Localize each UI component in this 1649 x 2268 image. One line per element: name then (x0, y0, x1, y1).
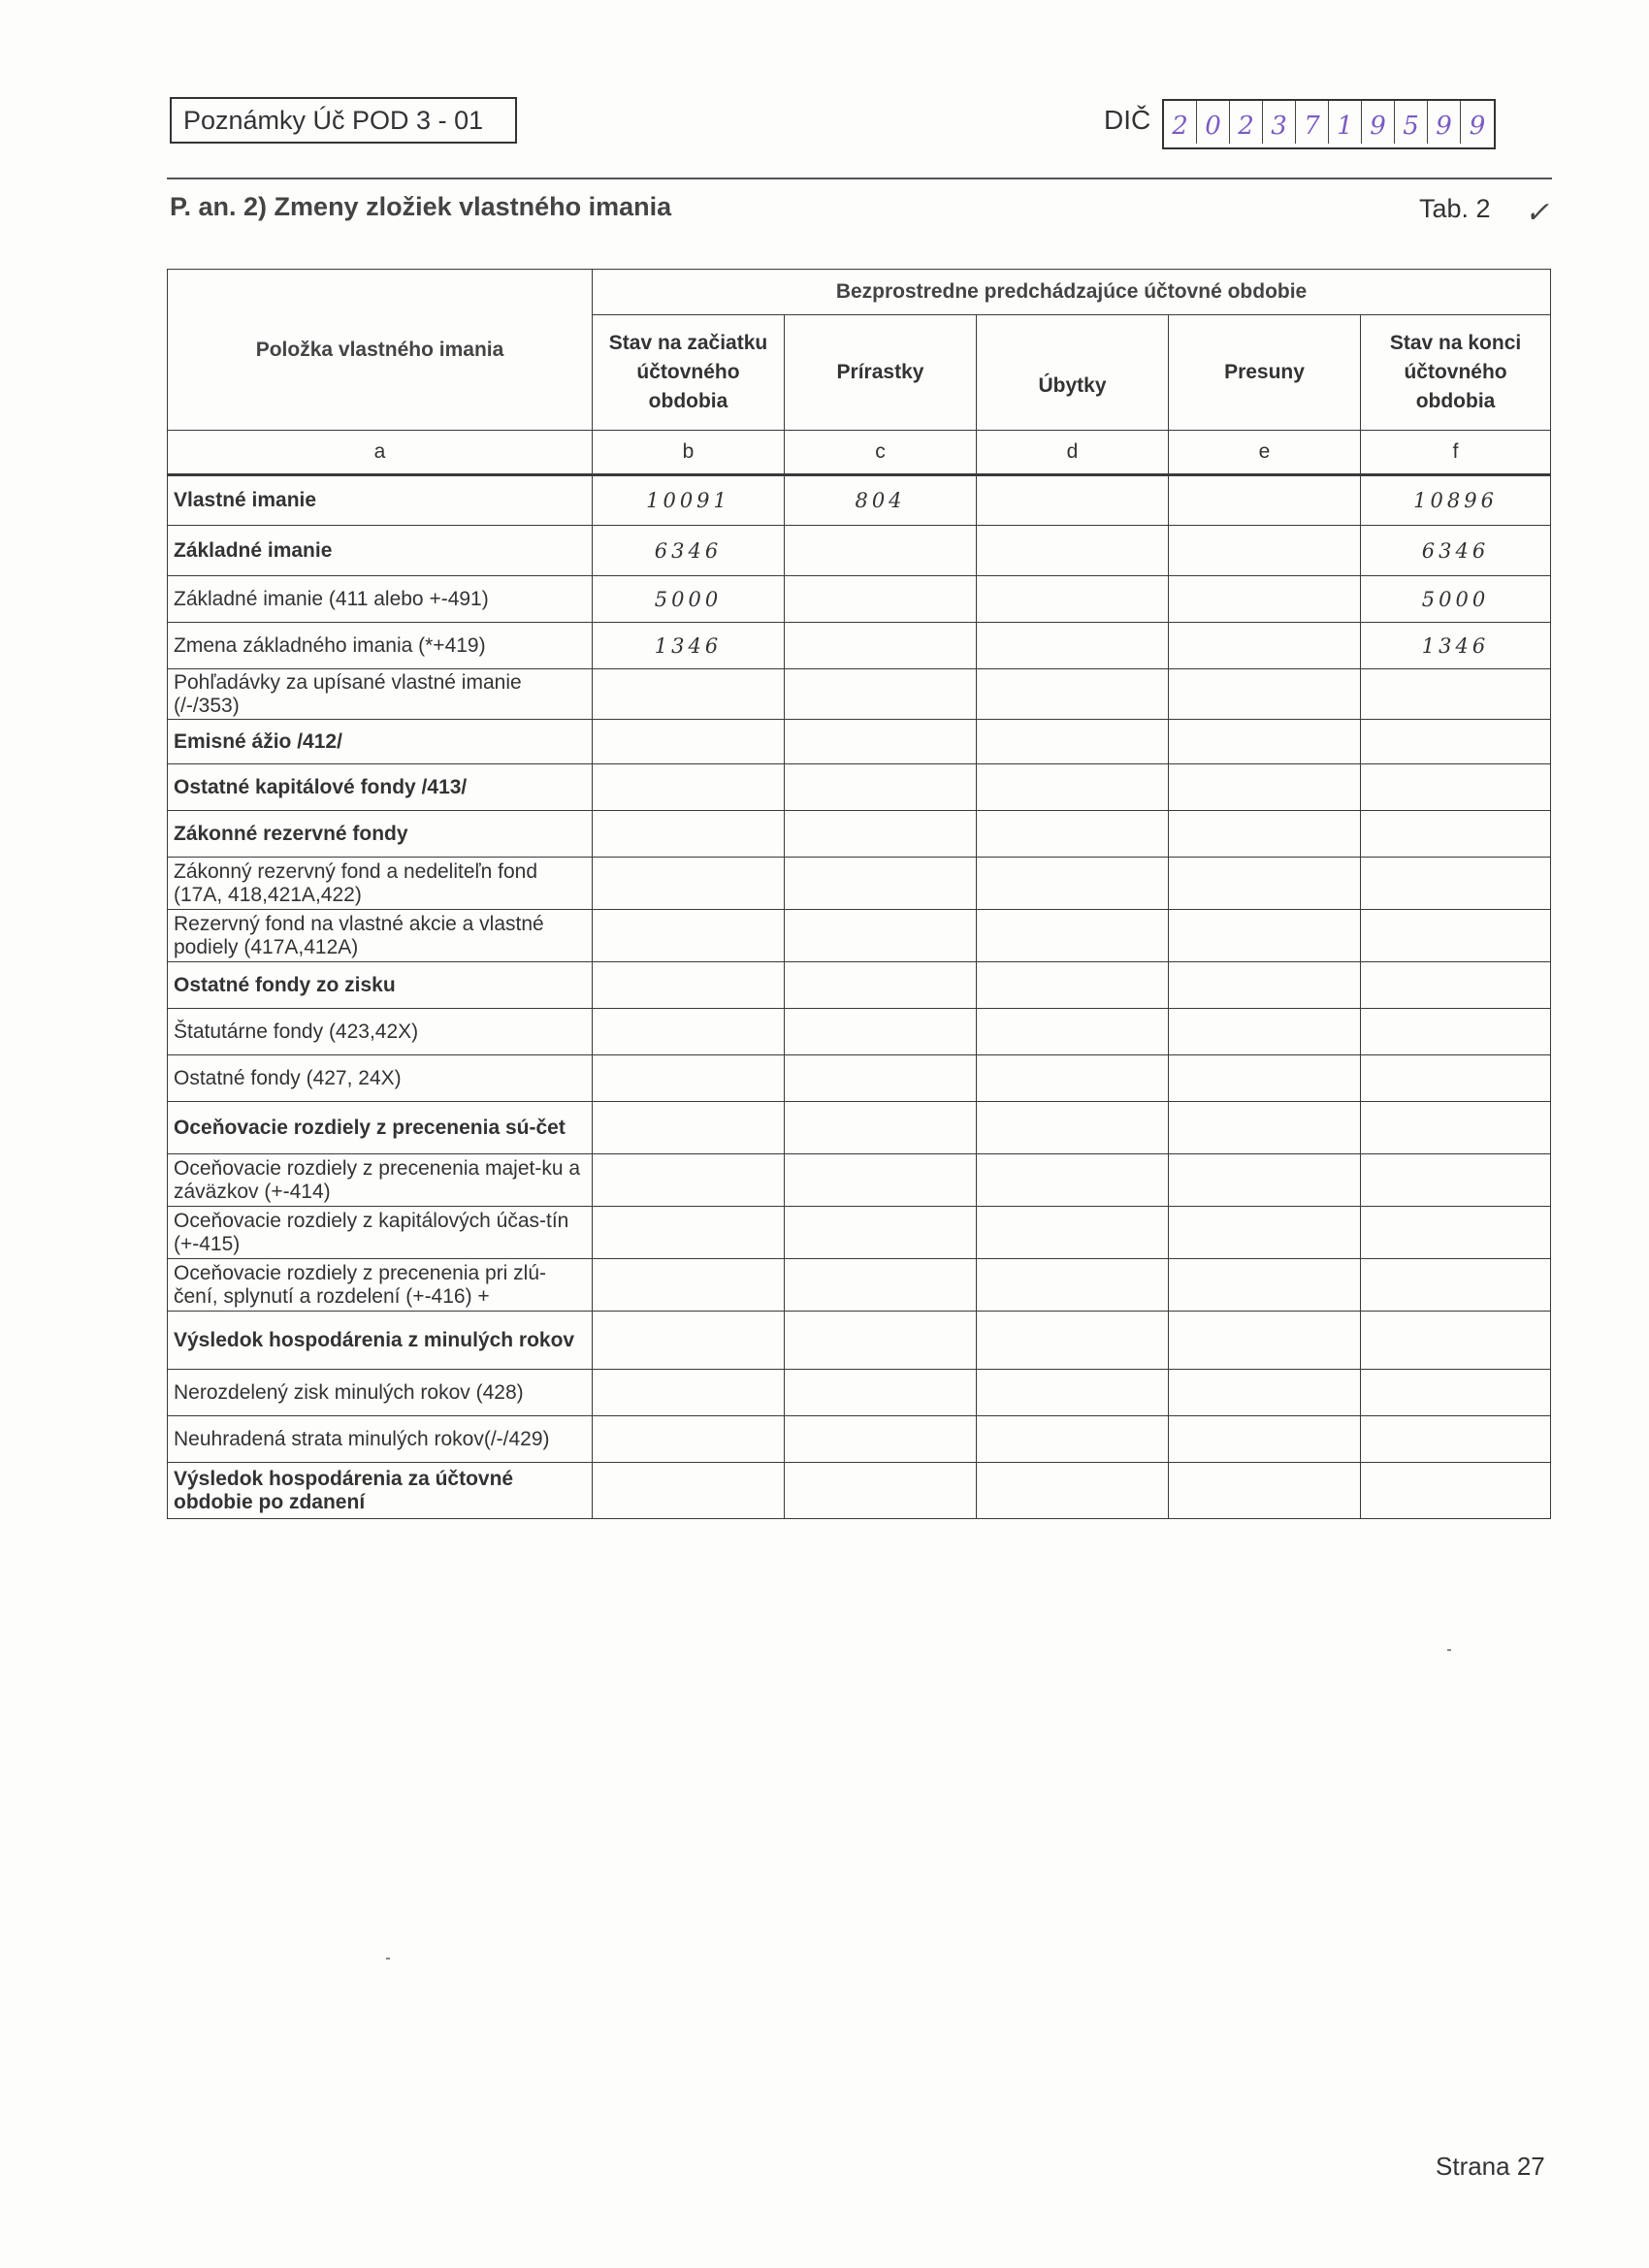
cell-e[interactable] (1169, 1463, 1361, 1519)
column-letter: c (785, 431, 977, 475)
column-header-transfers: Presuny (1169, 315, 1361, 431)
cell-d[interactable] (977, 1312, 1169, 1370)
cell-c[interactable]: 804 (785, 475, 977, 526)
cell-c[interactable] (785, 669, 977, 720)
cell-b[interactable] (593, 720, 785, 764)
cell-b[interactable] (593, 1259, 785, 1312)
dic-digit-box: 5 (1395, 101, 1428, 144)
row-label: Výsledok hospodárenia z minulých rokov (168, 1312, 593, 1370)
cell-d[interactable] (977, 1259, 1169, 1312)
cell-f[interactable] (1361, 858, 1551, 910)
row-label: Výsledok hospodárenia za účtovné obdobie po zdanení (168, 1463, 593, 1519)
table-row (168, 764, 1551, 811)
table-row (168, 811, 1551, 858)
cell-f[interactable] (1361, 1207, 1551, 1259)
tab-label: Tab. 2 (1419, 194, 1491, 223)
cell-f[interactable] (1361, 720, 1551, 764)
table-row (168, 858, 1551, 910)
cell-e[interactable] (1169, 1102, 1361, 1154)
cell-f[interactable] (1361, 1154, 1551, 1207)
table-row (168, 1370, 1551, 1416)
cell-b[interactable] (593, 669, 785, 720)
row-label: Štatutárne fondy (423,42X) (168, 1009, 593, 1055)
column-letter: a (168, 431, 593, 475)
row-label: Ostatné fondy (427, 24X) (168, 1055, 593, 1102)
cell-b[interactable]: 10091 (593, 475, 785, 526)
row-label: Zákonné rezervné fondy (168, 811, 593, 858)
dic-digit-box: 9 (1428, 101, 1461, 144)
cell-b[interactable] (593, 1312, 785, 1370)
cell-c[interactable] (785, 1312, 977, 1370)
cell-b[interactable] (593, 1370, 785, 1416)
cell-f[interactable] (1361, 1463, 1551, 1519)
cell-e[interactable] (1169, 962, 1361, 1009)
cell-f[interactable] (1361, 669, 1551, 720)
row-label: Zmena základného imania (*+419) (168, 623, 593, 669)
cell-e[interactable] (1169, 1154, 1361, 1207)
cell-d[interactable] (977, 623, 1169, 669)
cell-d[interactable] (977, 1416, 1169, 1463)
dic-digit-box: 3 (1263, 101, 1296, 144)
column-header-additions: Prírastky (785, 315, 977, 431)
cell-c[interactable] (785, 1463, 977, 1519)
dic-label: DIČ (1104, 105, 1151, 135)
cell-b[interactable] (593, 811, 785, 858)
cell-c[interactable] (785, 1154, 977, 1207)
cell-c[interactable] (785, 623, 977, 669)
table-row (168, 1416, 1551, 1463)
table-row (168, 1009, 1551, 1055)
cell-d[interactable] (977, 1463, 1169, 1519)
cell-f[interactable]: 1346 (1361, 623, 1551, 669)
cell-e[interactable] (1169, 1370, 1361, 1416)
dic-digit-box: 9 (1362, 101, 1395, 144)
cell-e[interactable] (1169, 669, 1361, 720)
table-row (168, 576, 1551, 623)
cell-f[interactable]: 10896 (1361, 475, 1551, 526)
table-row (168, 1154, 1551, 1207)
row-label: Ostatné fondy zo zisku (168, 962, 593, 1009)
dic-boxes (1162, 99, 1496, 149)
table-row (168, 475, 1551, 526)
dic-digit-box: 2 (1164, 101, 1197, 144)
cell-d[interactable] (977, 858, 1169, 910)
row-label: Oceňovacie rozdiely z kapitálových účas-tín (+-415) (168, 1207, 593, 1259)
column-header-start: Stav na začiatku účtovného obdobia (593, 315, 785, 431)
cell-c[interactable] (785, 526, 977, 576)
table-row (168, 1259, 1551, 1312)
cell-d[interactable] (977, 526, 1169, 576)
cell-e[interactable] (1169, 764, 1361, 811)
cell-e[interactable] (1169, 1207, 1361, 1259)
table-row (168, 1055, 1551, 1102)
column-group-header: Bezprostredne predchádzajúce účtovné obdobie (593, 270, 1551, 315)
cell-e[interactable] (1169, 623, 1361, 669)
cell-d[interactable] (977, 764, 1169, 811)
cell-e[interactable] (1169, 475, 1361, 526)
cell-c[interactable] (785, 1102, 977, 1154)
cell-c[interactable] (785, 1416, 977, 1463)
cell-b[interactable]: 6346 (593, 526, 785, 576)
row-label: Nerozdelený zisk minulých rokov (428) (168, 1370, 593, 1416)
cell-f[interactable]: 6346 (1361, 526, 1551, 576)
row-label: Vlastné imanie (168, 475, 593, 526)
document-code-box: Poznámky Úč POD 3 - 01 (170, 97, 517, 144)
column-header-item: Položka vlastného imania (168, 270, 593, 431)
cell-e[interactable] (1169, 1416, 1361, 1463)
cell-f[interactable] (1361, 962, 1551, 1009)
cell-f[interactable] (1361, 1259, 1551, 1312)
cell-b[interactable]: 5000 (593, 576, 785, 623)
column-header-end: Stav na konci účtovného obdobia (1361, 315, 1551, 431)
cell-b[interactable] (593, 1463, 785, 1519)
cell-f[interactable] (1361, 1055, 1551, 1102)
row-label: Pohľadávky za upísané vlastné imanie (/-/353) (168, 669, 593, 720)
cell-d[interactable] (977, 1055, 1169, 1102)
row-label: Zákonný rezervný fond a nedeliteľn fond (17A, 418,421A,422) (168, 858, 593, 910)
table-row (168, 1102, 1551, 1154)
table-row (168, 910, 1551, 962)
cell-f[interactable] (1361, 1370, 1551, 1416)
table-row (168, 526, 1551, 576)
dic-digit-box: 2 (1230, 101, 1263, 144)
dic-digit-box: 7 (1296, 101, 1329, 144)
table-row (168, 1463, 1551, 1519)
cell-f[interactable] (1361, 764, 1551, 811)
row-label: Oceňovacie rozdiely z precenenia majet-ku a záväzkov (+-414) (168, 1154, 593, 1207)
cell-d[interactable] (977, 669, 1169, 720)
cell-e[interactable] (1169, 858, 1361, 910)
cell-d[interactable] (977, 1009, 1169, 1055)
cell-d[interactable] (977, 576, 1169, 623)
cell-c[interactable] (785, 576, 977, 623)
cell-f[interactable] (1361, 1009, 1551, 1055)
cell-b[interactable] (593, 1207, 785, 1259)
cell-b[interactable] (593, 858, 785, 910)
table-row (168, 623, 1551, 669)
header-divider (167, 178, 1552, 179)
cell-d[interactable] (977, 962, 1169, 1009)
cell-e[interactable] (1169, 1312, 1361, 1370)
row-label: Základné imanie (168, 526, 593, 576)
table-body (168, 475, 1551, 1519)
dic-digit-box: 0 (1197, 101, 1230, 144)
cell-b[interactable] (593, 1009, 785, 1055)
table-row (168, 669, 1551, 720)
column-letter: b (593, 431, 785, 475)
cell-c[interactable] (785, 858, 977, 910)
column-header-decreases: Úbytky (977, 315, 1169, 431)
cell-c[interactable] (785, 1207, 977, 1259)
column-letter: f (1361, 431, 1551, 475)
cell-f[interactable] (1361, 811, 1551, 858)
table-row (168, 1207, 1551, 1259)
cell-c[interactable] (785, 764, 977, 811)
cell-b[interactable] (593, 1154, 785, 1207)
page-number: Strana 27 (1436, 2152, 1545, 2181)
cell-b[interactable] (593, 1102, 785, 1154)
cell-e[interactable] (1169, 576, 1361, 623)
cell-e[interactable] (1169, 811, 1361, 858)
cell-b[interactable]: 1346 (593, 623, 785, 669)
cell-e[interactable] (1169, 1009, 1361, 1055)
row-label: Emisné ážio /412/ (168, 720, 593, 764)
cell-d[interactable] (977, 1207, 1169, 1259)
cell-c[interactable] (785, 910, 977, 962)
row-label: Oceňovacie rozdiely z precenenia sú-čet (168, 1102, 593, 1154)
cell-d[interactable] (977, 910, 1169, 962)
cell-c[interactable] (785, 1055, 977, 1102)
dic-digit-box: 1 (1329, 101, 1362, 144)
cell-b[interactable] (593, 962, 785, 1009)
cell-f[interactable] (1361, 1102, 1551, 1154)
cell-e[interactable] (1169, 1055, 1361, 1102)
cell-e[interactable] (1169, 526, 1361, 576)
cell-f[interactable] (1361, 1312, 1551, 1370)
cell-d[interactable] (977, 475, 1169, 526)
cell-d[interactable] (977, 720, 1169, 764)
section-title: P. an. 2) Zmeny zložiek vlastného imania (170, 192, 672, 221)
cell-d[interactable] (977, 1102, 1169, 1154)
cell-b[interactable] (593, 1055, 785, 1102)
cell-f[interactable] (1361, 1416, 1551, 1463)
row-label: Ostatné kapitálové fondy /413/ (168, 764, 593, 811)
cell-c[interactable] (785, 1370, 977, 1416)
cell-d[interactable] (977, 1154, 1169, 1207)
cell-e[interactable] (1169, 1259, 1361, 1312)
scan-speck (1447, 1649, 1451, 1651)
table-row (168, 720, 1551, 764)
table-row (168, 962, 1551, 1009)
cell-c[interactable] (785, 1009, 977, 1055)
cell-b[interactable] (593, 1416, 785, 1463)
cell-e[interactable] (1169, 910, 1361, 962)
cell-c[interactable] (785, 962, 977, 1009)
cell-b[interactable] (593, 910, 785, 962)
column-letter: e (1169, 431, 1361, 475)
table-row (168, 1312, 1551, 1370)
dic-digit-box: 9 (1469, 112, 1486, 141)
row-label: Neuhradená strata minulých rokov(/-/429) (168, 1416, 593, 1463)
cell-d[interactable] (977, 811, 1169, 858)
cell-e[interactable] (1169, 720, 1361, 764)
row-label: Základné imanie (411 alebo +-491) (168, 576, 593, 623)
row-label: Rezervný fond na vlastné akcie a vlastné podiely (417A,412A) (168, 910, 593, 962)
scan-speck (386, 1958, 390, 1960)
cell-c[interactable] (785, 1259, 977, 1312)
cell-c[interactable] (785, 811, 977, 858)
cell-d[interactable] (977, 1370, 1169, 1416)
check-mark-icon: ✓ (1525, 196, 1550, 230)
row-label: Oceňovacie rozdiely z precenenia pri zlú-čení, splynutí a rozdelení (+-416) + (168, 1259, 593, 1312)
cell-b[interactable] (593, 764, 785, 811)
cell-c[interactable] (785, 720, 977, 764)
column-letter: d (977, 431, 1169, 475)
equity-changes-table (167, 269, 1551, 1519)
cell-f[interactable] (1361, 910, 1551, 962)
cell-f[interactable]: 5000 (1361, 576, 1551, 623)
